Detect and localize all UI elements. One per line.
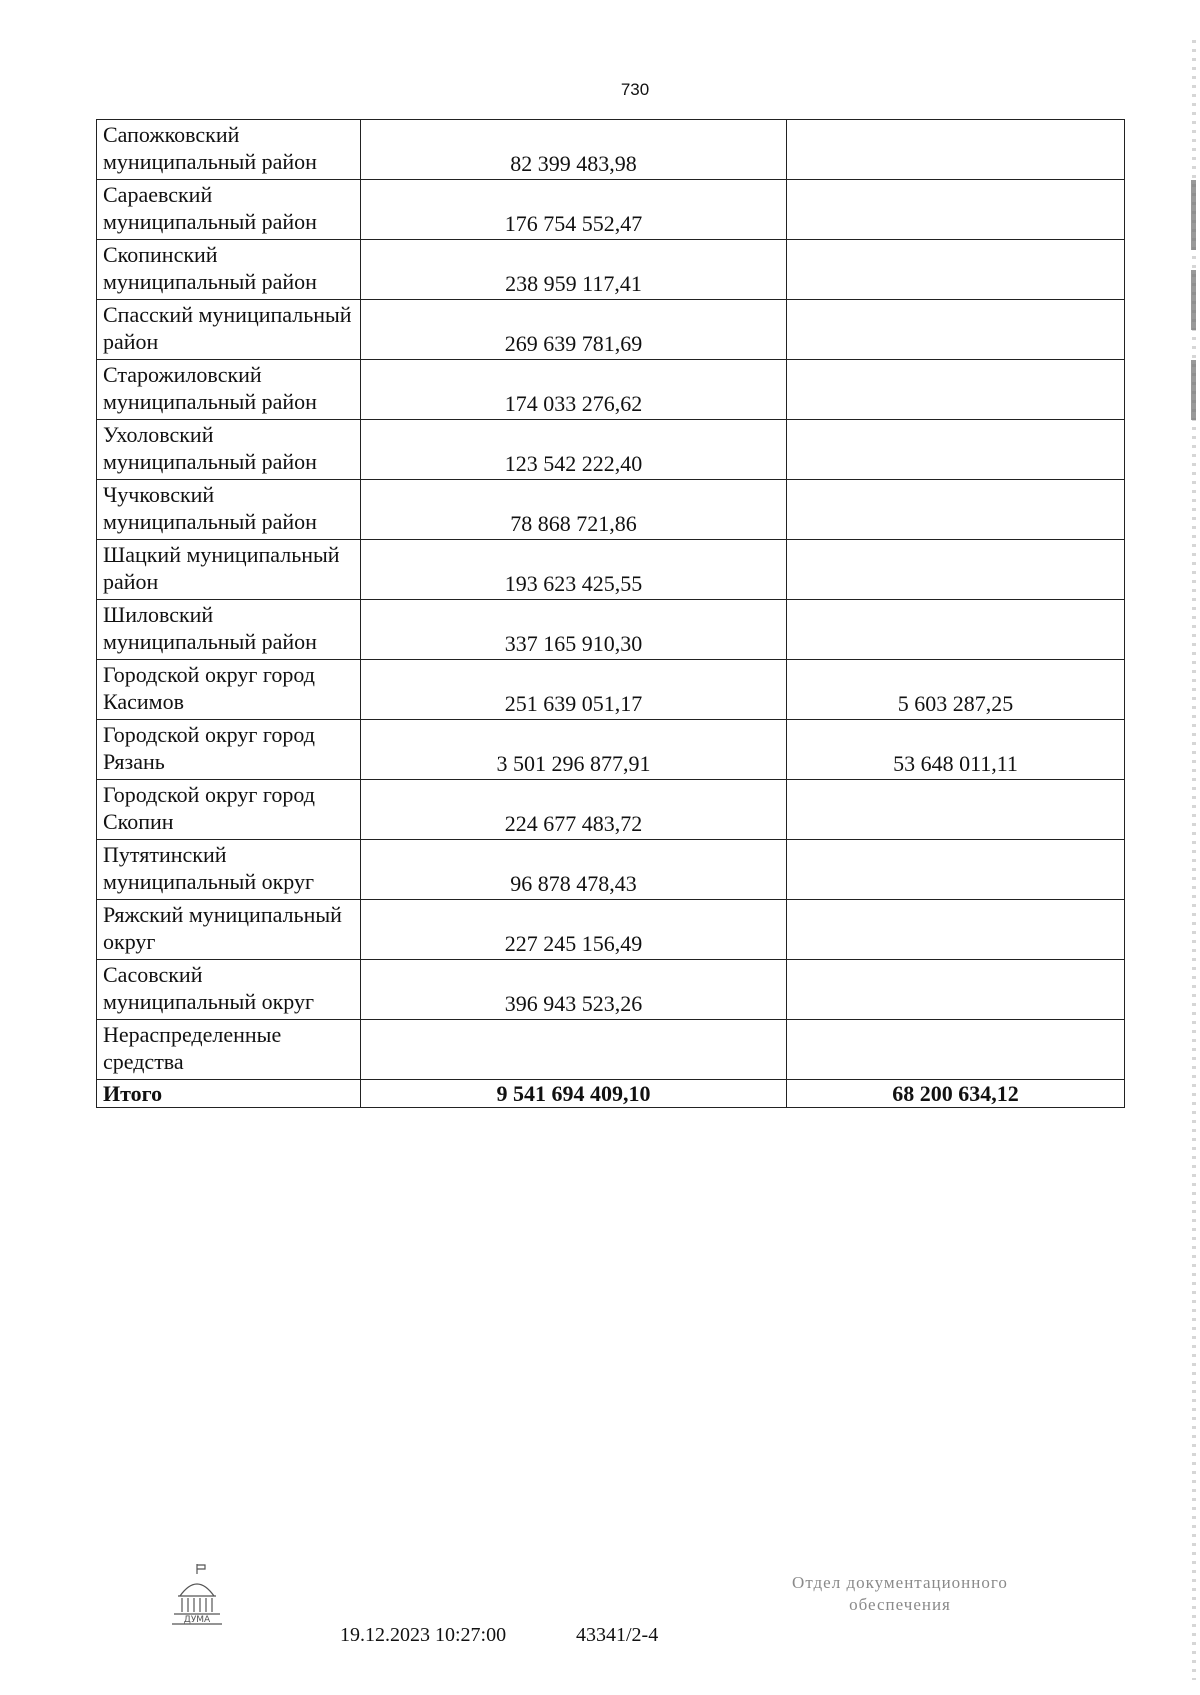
logo-text: ДУМА [183, 1615, 211, 1625]
district-name-cell: Сараевский муниципальный район [97, 180, 361, 240]
total-label: Итого [97, 1080, 361, 1108]
scan-edge-mark [1191, 360, 1196, 420]
page-number: 730 [620, 80, 650, 99]
scan-edge-mark [1191, 270, 1196, 330]
total-amount: 9 541 694 409,10 [361, 1080, 787, 1108]
amount-cell: 337 165 910,30 [361, 600, 787, 660]
district-name-cell: Сасовский муниципальный округ [97, 960, 361, 1020]
total-extra-amount: 68 200 634,12 [787, 1080, 1125, 1108]
footer-datetime: 19.12.2023 10:27:00 [340, 1624, 507, 1646]
table-row [97, 780, 1125, 840]
extra-amount-cell [787, 840, 1125, 900]
district-name-cell: Путятинский муниципальный округ [97, 840, 361, 900]
budget-table [96, 119, 1125, 1108]
table-row [97, 1020, 1125, 1080]
extra-amount-cell [787, 1020, 1125, 1080]
extra-amount-cell [787, 240, 1125, 300]
district-name-cell: Чучковский муниципальный район [97, 480, 361, 540]
district-name-cell: Нераспределенные средства [97, 1020, 361, 1080]
extra-amount-cell [787, 780, 1125, 840]
table-row [97, 720, 1125, 780]
table-row [97, 420, 1125, 480]
table-row [97, 120, 1125, 180]
amount-cell: 227 245 156,49 [361, 900, 787, 960]
extra-amount-cell [787, 360, 1125, 420]
stamp-line-1: Отдел документационного [792, 1573, 1008, 1592]
table-row [97, 840, 1125, 900]
amount-cell: 251 639 051,17 [361, 660, 787, 720]
district-name-cell: Скопинский муниципальный район [97, 240, 361, 300]
amount-cell: 96 878 478,43 [361, 840, 787, 900]
table-row [97, 900, 1125, 960]
district-name-cell: Городской округ город Скопин [97, 780, 361, 840]
total-row [97, 1080, 1125, 1108]
amount-cell: 396 943 523,26 [361, 960, 787, 1020]
amount-cell: 269 639 781,69 [361, 300, 787, 360]
extra-amount-cell [787, 180, 1125, 240]
extra-amount-cell [787, 420, 1125, 480]
table-row [97, 240, 1125, 300]
amount-cell: 3 501 296 877,91 [361, 720, 787, 780]
extra-amount-cell [787, 540, 1125, 600]
table-row [97, 660, 1125, 720]
district-name-cell: Шацкий муниципальный район [97, 540, 361, 600]
amount-cell: 174 033 276,62 [361, 360, 787, 420]
scan-edge-mark [1191, 180, 1196, 250]
amount-cell: 238 959 117,41 [361, 240, 787, 300]
footer-registration-number: 43341/2-4 [576, 1624, 659, 1646]
district-name-cell: Сапожковский муниципальный район [97, 120, 361, 180]
table-row [97, 360, 1125, 420]
stamp-line-2: обеспечения [849, 1595, 951, 1614]
district-name-cell: Ряжский муниципальный округ [97, 900, 361, 960]
table-row [97, 180, 1125, 240]
extra-amount-cell [787, 900, 1125, 960]
district-name-cell: Шиловский муниципальный район [97, 600, 361, 660]
district-name-cell: Спасский муниципальный район [97, 300, 361, 360]
amount-cell: 82 399 483,98 [361, 120, 787, 180]
extra-amount-cell: 53 648 011,11 [787, 720, 1125, 780]
table-row [97, 600, 1125, 660]
extra-amount-cell [787, 120, 1125, 180]
extra-amount-cell [787, 600, 1125, 660]
district-name-cell: Старожиловский муниципальный район [97, 360, 361, 420]
table-row [97, 480, 1125, 540]
amount-cell: 176 754 552,47 [361, 180, 787, 240]
district-name-cell: Городской округ город Рязань [97, 720, 361, 780]
table-row [97, 540, 1125, 600]
table-row [97, 300, 1125, 360]
amount-cell: 193 623 425,55 [361, 540, 787, 600]
table-row [97, 960, 1125, 1020]
amount-cell: 123 542 222,40 [361, 420, 787, 480]
amount-cell: 78 868 721,86 [361, 480, 787, 540]
extra-amount-cell [787, 480, 1125, 540]
amount-cell: 224 677 483,72 [361, 780, 787, 840]
extra-amount-cell: 5 603 287,25 [787, 660, 1125, 720]
district-name-cell: Ухоловский муниципальный район [97, 420, 361, 480]
extra-amount-cell [787, 960, 1125, 1020]
department-stamp [740, 1572, 1060, 1616]
extra-amount-cell [787, 300, 1125, 360]
district-name-cell: Городской округ город Касимов [97, 660, 361, 720]
table-body [97, 120, 1125, 1108]
duma-logo-icon [168, 1562, 226, 1626]
amount-cell [361, 1020, 787, 1080]
